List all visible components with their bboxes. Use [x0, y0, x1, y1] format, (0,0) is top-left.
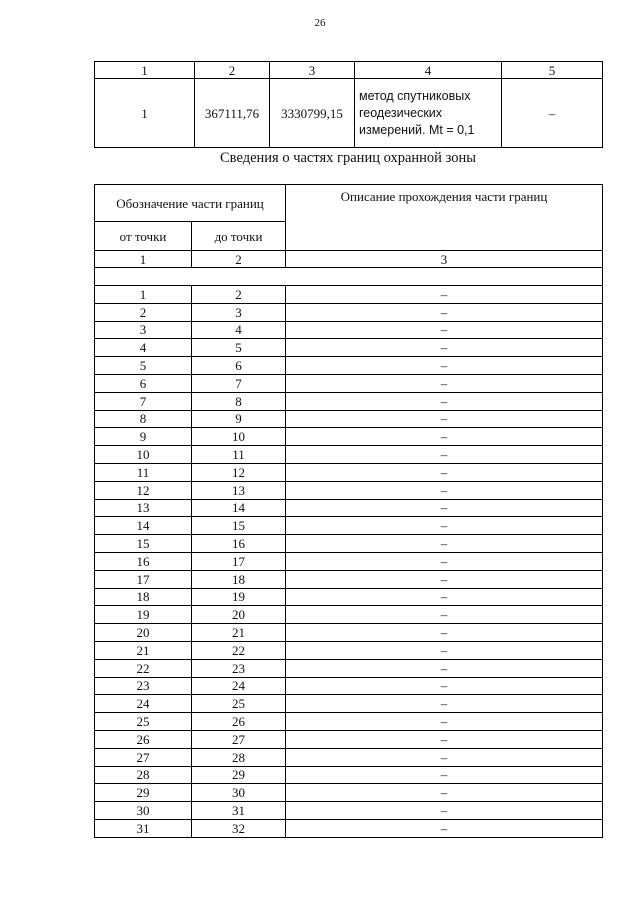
description-cell: –: [286, 713, 603, 731]
from-point-cell: 2: [95, 303, 192, 321]
coordinates-table: [94, 61, 603, 148]
table-row: [95, 392, 603, 410]
from-point-cell: 29: [95, 784, 192, 802]
description-cell: –: [286, 730, 603, 748]
table-row: [95, 286, 603, 304]
table-row: [95, 730, 603, 748]
from-point-cell: 18: [95, 588, 192, 606]
from-point-cell: 21: [95, 641, 192, 659]
to-point-cell: 6: [192, 357, 286, 375]
description-cell: –: [286, 552, 603, 570]
table-row: [95, 535, 603, 553]
table-row: [95, 321, 603, 339]
table-row: [95, 446, 603, 464]
coordinate-y: 3330799,15: [270, 79, 355, 148]
description-cell: –: [286, 410, 603, 428]
to-point-cell: 7: [192, 374, 286, 392]
from-point-cell: 23: [95, 677, 192, 695]
col-number-1: 1: [95, 62, 195, 79]
table-row: [95, 748, 603, 766]
from-point-cell: 11: [95, 463, 192, 481]
to-point-cell: 10: [192, 428, 286, 446]
column-numbers-row: [95, 251, 603, 268]
description-cell: –: [286, 303, 603, 321]
description-cell: –: [286, 606, 603, 624]
from-point-cell: 25: [95, 713, 192, 731]
from-point-cell: 1: [95, 286, 192, 304]
header-to-point: до точки: [192, 222, 286, 251]
description-cell: –: [286, 481, 603, 499]
from-point-cell: 14: [95, 517, 192, 535]
from-point-cell: 31: [95, 819, 192, 837]
description-cell: –: [286, 428, 603, 446]
table-row: [95, 713, 603, 731]
table-row: [95, 695, 603, 713]
description-cell: –: [286, 784, 603, 802]
description-cell: –: [286, 588, 603, 606]
description-cell: –: [286, 659, 603, 677]
description-cell: –: [286, 624, 603, 642]
description-cell: –: [286, 570, 603, 588]
section-title: Сведения о частях границ охранной зоны: [220, 150, 476, 166]
description-cell: –: [286, 677, 603, 695]
from-point-cell: 15: [95, 535, 192, 553]
to-point-cell: 17: [192, 552, 286, 570]
from-point-cell: 27: [95, 748, 192, 766]
description-cell: –: [286, 695, 603, 713]
to-point-cell: 2: [192, 286, 286, 304]
table-row: [95, 784, 603, 802]
table-row: [95, 766, 603, 784]
to-point-cell: 24: [192, 677, 286, 695]
from-point-cell: 13: [95, 499, 192, 517]
column-number: 3: [286, 251, 603, 268]
description-cell: –: [286, 339, 603, 357]
column-number: 1: [95, 251, 192, 268]
measurement-method: метод спутниковых геодезических измерений. Mt = 0,1: [355, 79, 502, 148]
table-row: [95, 677, 603, 695]
header-from-point: от точки: [95, 222, 192, 251]
to-point-cell: 30: [192, 784, 286, 802]
description-cell: –: [286, 357, 603, 375]
table-row: [95, 552, 603, 570]
to-point-cell: 21: [192, 624, 286, 642]
table-row: [95, 428, 603, 446]
from-point-cell: 30: [95, 802, 192, 820]
to-point-cell: 5: [192, 339, 286, 357]
to-point-cell: 23: [192, 659, 286, 677]
table-row: [95, 481, 603, 499]
table-row: [95, 588, 603, 606]
description-cell: –: [286, 499, 603, 517]
to-point-cell: 32: [192, 819, 286, 837]
description-cell: –: [286, 819, 603, 837]
from-point-cell: 19: [95, 606, 192, 624]
boundary-parts-table: [94, 184, 603, 838]
description-cell: –: [286, 517, 603, 535]
page-number: 26: [314, 17, 326, 29]
description-cell: –: [286, 374, 603, 392]
to-point-cell: 19: [192, 588, 286, 606]
col-number-2: 2: [195, 62, 270, 79]
from-point-cell: 4: [95, 339, 192, 357]
table-row: [95, 819, 603, 837]
to-point-cell: 28: [192, 748, 286, 766]
description-cell: –: [286, 392, 603, 410]
to-point-cell: 14: [192, 499, 286, 517]
to-point-cell: 16: [192, 535, 286, 553]
to-point-cell: 13: [192, 481, 286, 499]
to-point-cell: 3: [192, 303, 286, 321]
blank-row: [95, 268, 603, 286]
blank-cell: [95, 268, 603, 286]
to-point-cell: 20: [192, 606, 286, 624]
table-row: [95, 339, 603, 357]
to-point-cell: 11: [192, 446, 286, 464]
to-point-cell: 25: [192, 695, 286, 713]
to-point-cell: 12: [192, 463, 286, 481]
header-designation: Обозначение части границ: [95, 185, 286, 222]
table-row: [95, 517, 603, 535]
col-number-3: 3: [270, 62, 355, 79]
from-point-cell: 16: [95, 552, 192, 570]
from-point-cell: 7: [95, 392, 192, 410]
to-point-cell: 27: [192, 730, 286, 748]
parts-body: [95, 286, 603, 838]
table-row: [95, 570, 603, 588]
table-row: [95, 641, 603, 659]
from-point-cell: 20: [95, 624, 192, 642]
table-row: [95, 606, 603, 624]
from-point-cell: 28: [95, 766, 192, 784]
to-point-cell: 29: [192, 766, 286, 784]
description-cell: –: [286, 463, 603, 481]
col-number-4: 4: [355, 62, 502, 79]
description-cell: –: [286, 535, 603, 553]
col-number-5: 5: [502, 62, 603, 79]
table-row: [95, 357, 603, 375]
from-point-cell: 10: [95, 446, 192, 464]
table-row: [95, 802, 603, 820]
to-point-cell: 9: [192, 410, 286, 428]
to-point-cell: 8: [192, 392, 286, 410]
to-point-cell: 4: [192, 321, 286, 339]
to-point-cell: 18: [192, 570, 286, 588]
point-number: 1: [95, 79, 195, 148]
to-point-cell: 22: [192, 641, 286, 659]
description-cell: –: [286, 802, 603, 820]
from-point-cell: 9: [95, 428, 192, 446]
description-cell: –: [286, 321, 603, 339]
to-point-cell: 15: [192, 517, 286, 535]
table-row: [95, 463, 603, 481]
table-row: [95, 303, 603, 321]
coordinate-x: 367111,76: [195, 79, 270, 148]
to-point-cell: 31: [192, 802, 286, 820]
from-point-cell: 3: [95, 321, 192, 339]
column-number: 2: [192, 251, 286, 268]
col5-value: –: [502, 79, 603, 148]
coordinates-row: [95, 79, 603, 148]
from-point-cell: 8: [95, 410, 192, 428]
table-row: [95, 659, 603, 677]
table-row: [95, 410, 603, 428]
coordinates-header-row: [95, 62, 603, 79]
header-description: Описание прохождения части границ: [286, 185, 603, 251]
table-row: [95, 499, 603, 517]
description-cell: –: [286, 446, 603, 464]
from-point-cell: 22: [95, 659, 192, 677]
from-point-cell: 12: [95, 481, 192, 499]
table-row: [95, 374, 603, 392]
description-cell: –: [286, 748, 603, 766]
from-point-cell: 6: [95, 374, 192, 392]
from-point-cell: 26: [95, 730, 192, 748]
description-cell: –: [286, 766, 603, 784]
from-point-cell: 5: [95, 357, 192, 375]
description-cell: –: [286, 286, 603, 304]
description-cell: –: [286, 641, 603, 659]
to-point-cell: 26: [192, 713, 286, 731]
header-row-top: [95, 185, 603, 222]
from-point-cell: 24: [95, 695, 192, 713]
table-row: [95, 624, 603, 642]
from-point-cell: 17: [95, 570, 192, 588]
